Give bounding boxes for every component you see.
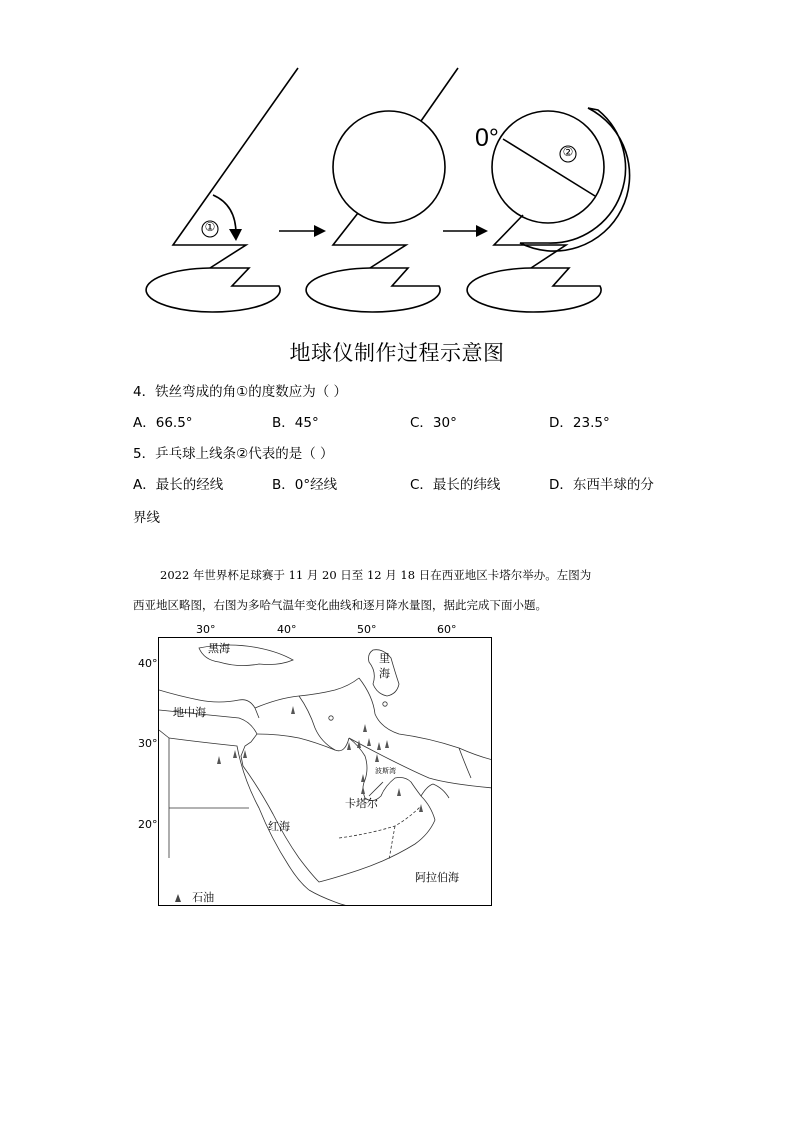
arrow-right-icon xyxy=(443,225,488,237)
question-4-option-c: C．30° xyxy=(410,415,457,431)
zero-degree-label: 0° xyxy=(475,124,499,152)
lat-tick-40: 40° xyxy=(138,657,158,670)
diagram-caption: 地球仪制作过程示意图 xyxy=(289,341,505,365)
arabian-sea-label: 阿拉伯海 xyxy=(415,871,459,884)
passage-line-1: 2022 年世界杯足球赛于 11 月 20 日至 12 月 18 日在西亚地区卡塔尔举办。左图为 xyxy=(160,568,592,582)
globe-making-diagram xyxy=(0,0,794,330)
persian-gulf-label: 波斯湾 xyxy=(375,767,396,775)
lon-tick-50: 50° xyxy=(357,623,377,636)
lon-tick-40: 40° xyxy=(277,623,297,636)
stage-1-wire-stand xyxy=(146,68,298,312)
west-asia-map xyxy=(158,637,492,906)
lat-tick-30: 30° xyxy=(138,737,158,750)
lon-tick-60: 60° xyxy=(437,623,457,636)
question-5-option-c: C．最长的纬线 xyxy=(410,477,501,493)
stage-2-globe xyxy=(306,68,458,312)
question-5-option-a: A．最长的经线 xyxy=(133,477,224,493)
question-5-stem: 5．乒乓球上线条②代表的是（ ） xyxy=(133,446,334,462)
question-5-option-d: D．东西半球的分 xyxy=(549,477,654,493)
caspian-sea-label-bottom: 海 xyxy=(379,667,390,680)
caspian-sea-label-top: 里 xyxy=(379,652,390,665)
lat-tick-20: 20° xyxy=(138,818,158,831)
question-5-option-b: B．0°经线 xyxy=(272,477,338,493)
line-marker-label: ② xyxy=(562,145,574,159)
lon-tick-30: 30° xyxy=(196,623,216,636)
question-4-option-d: D．23.5° xyxy=(549,415,610,431)
angle-marker-label: ① xyxy=(204,220,216,234)
question-4-option-b: B．45° xyxy=(272,415,319,431)
red-sea-label: 红海 xyxy=(268,820,290,833)
map-coastlines xyxy=(159,638,492,906)
question-5-option-d-continuation: 界线 xyxy=(133,510,160,526)
qatar-label: 卡塔尔 xyxy=(345,797,378,810)
curved-arrow-head xyxy=(229,229,242,241)
mediterranean-label: 地中海 xyxy=(173,706,206,719)
passage-line-2: 西亚地区略图，右图为多哈气温年变化曲线和逐月降水量图，据此完成下面小题。 xyxy=(133,598,547,612)
question-4-stem: 4．铁丝弯成的角①的度数应为（ ） xyxy=(133,384,347,400)
map-legend xyxy=(175,887,215,906)
question-4-option-a: A．66.5° xyxy=(133,415,193,431)
arrow-right-icon xyxy=(279,225,326,237)
legend-oil-label: 石油 xyxy=(192,891,215,904)
black-sea-label: 黑海 xyxy=(208,642,230,655)
oil-well-icon xyxy=(175,894,181,902)
